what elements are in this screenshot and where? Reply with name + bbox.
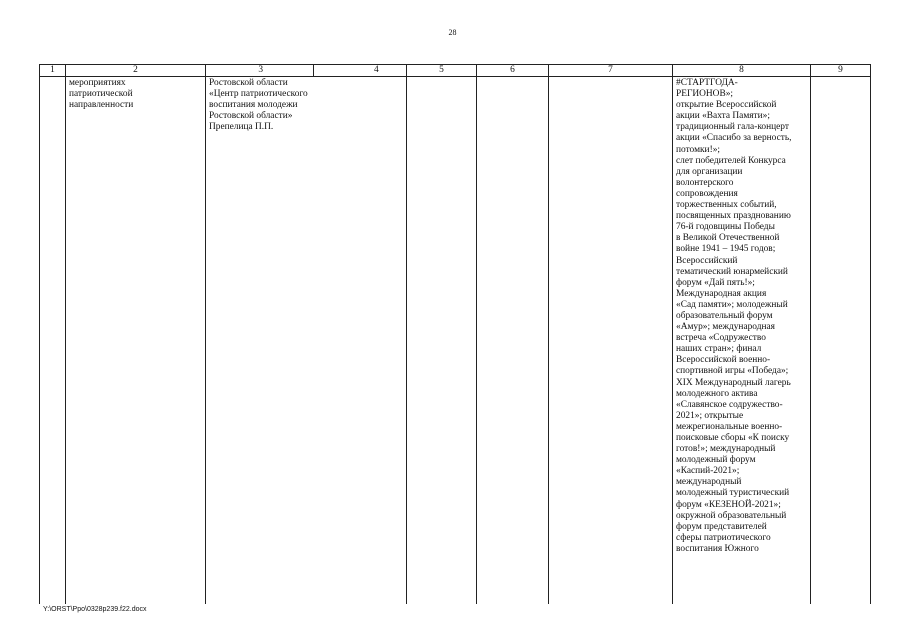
cell-col-3-text: Ростовской области «Центр патриотического воспитания молодежи Ростовской области» Препелица П.П. [209, 78, 308, 133]
column-header-7: 7 [549, 65, 673, 77]
column-header-6: 6 [477, 65, 549, 77]
cell-col-6 [477, 77, 549, 605]
column-header-1: 1 [40, 65, 66, 77]
column-header-5: 5 [407, 65, 477, 77]
table-header-row [40, 65, 871, 77]
cell-col-8 [673, 77, 811, 605]
column-header-4: 4 [314, 65, 407, 77]
table-row [40, 77, 871, 605]
cell-col-2 [66, 77, 206, 605]
page-number: 28 [448, 28, 457, 37]
cell-col-1 [40, 77, 66, 605]
cell-col-9 [811, 77, 871, 605]
document-table [39, 64, 871, 604]
column-header-2: 2 [66, 65, 206, 77]
cell-col-7 [549, 77, 673, 605]
cell-col-3 [206, 77, 407, 605]
column-header-8: 8 [673, 65, 811, 77]
cell-col-5 [407, 77, 477, 605]
footer-file-path: Y:\ORST\Ppo\0328p239.f22.docx [43, 606, 147, 613]
cell-col-2-text: мероприятиях патриотической направленности [69, 78, 134, 111]
column-header-9: 9 [811, 65, 871, 77]
cell-col-8-text: #СТАРТГОДА- РЕГИОНОВ»; открытие Всероссийской акции «Вахта Памяти»; традиционный гала-концерт акции «Спасибо за верность, потомки!»; слет победителей Конкурса для организации волонтерского сопровождения торжественных событий, посвященных празднованию 76-й годовщины Победы в Великой Отечественной войне 1941 – 1945 годов; Всероссийский тематический юнармейский форум «Дай пять!»; Международная акция «Сад памяти»; молодежный образовательный форум «Амур»; международная встреча «Содружество наших стран»; финал Всероссийской военно- спортивной игры «Победа»; XIX Международный лагерь молодежного актива «Славянское содружество- 2021»; открытые межрегиональные военно- поисковые сборы «К поиску готов!»; международный молодежный форум «Каспий-2021»; международный молодежный туристический форум «КЕЗЕНОЙ-2021»; окружной образовательный форум представителей сферы патриотического воспитания Южного [676, 78, 792, 554]
column-header-3: 3 [206, 65, 314, 77]
